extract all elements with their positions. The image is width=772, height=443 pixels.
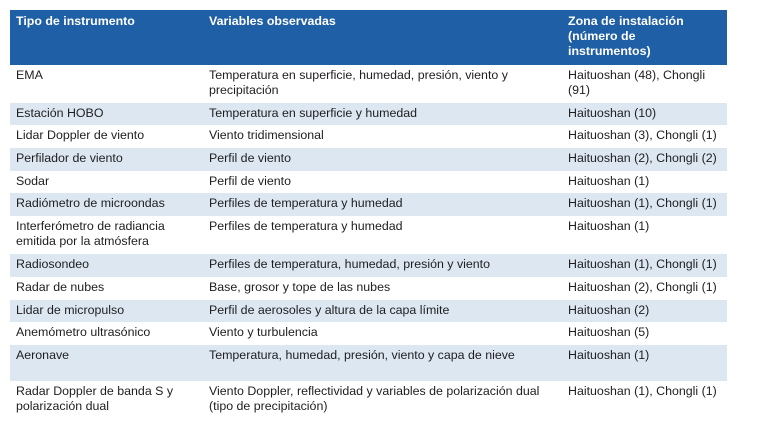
header-installation-zone: Zona de instalación (número de instrumentos) <box>562 10 727 65</box>
table-row <box>10 193 727 216</box>
header-row <box>10 10 727 65</box>
cell-instrument: EMA <box>10 65 203 103</box>
table-row <box>10 300 727 322</box>
table-row <box>10 345 727 381</box>
cell-variables: Viento tridimensional <box>203 125 562 148</box>
instrument-table <box>10 10 727 422</box>
cell-instrument: Lidar de micropulso <box>10 300 203 322</box>
table-row <box>10 277 727 300</box>
table-row <box>10 65 727 103</box>
table-row <box>10 171 727 193</box>
cell-zone: Haituoshan (48), Chongli (91) <box>562 65 727 103</box>
cell-variables: Perfiles de temperatura y humedad <box>203 193 562 216</box>
cell-variables: Temperatura en superficie y humedad <box>203 103 562 125</box>
cell-variables: Perfiles de temperatura, humedad, presión y viento <box>203 254 562 277</box>
cell-zone: Haituoshan (1), Chongli (1) <box>562 193 727 216</box>
cell-instrument: Radar de nubes <box>10 277 203 300</box>
table-row <box>10 254 727 277</box>
table-row <box>10 148 727 171</box>
cell-variables: Perfil de viento <box>203 171 562 193</box>
cell-zone: Haituoshan (1), Chongli (1) <box>562 381 727 422</box>
table-row <box>10 103 727 125</box>
header-instrument-type: Tipo de instrumento <box>10 10 203 65</box>
cell-instrument: Aeronave <box>10 345 203 381</box>
cell-variables: Perfiles de temperatura y humedad <box>203 216 562 254</box>
cell-variables: Viento Doppler, reflectividad y variables de polarización dual (tipo de precipitación) <box>203 381 562 422</box>
cell-zone: Haituoshan (1) <box>562 216 727 254</box>
cell-instrument: Radiosondeo <box>10 254 203 277</box>
header-observed-variables: Variables observadas <box>203 10 562 65</box>
table-row <box>10 125 727 148</box>
cell-instrument: Interferómetro de radiancia emitida por la atmósfera <box>10 216 203 254</box>
cell-zone: Haituoshan (1) <box>562 345 727 381</box>
cell-variables: Base, grosor y tope de las nubes <box>203 277 562 300</box>
cell-zone: Haituoshan (2), Chongli (2) <box>562 148 727 171</box>
table-row <box>10 216 727 254</box>
cell-zone: Haituoshan (1) <box>562 171 727 193</box>
table-header <box>10 10 727 65</box>
cell-instrument: Perfilador de viento <box>10 148 203 171</box>
cell-instrument: Estación HOBO <box>10 103 203 125</box>
cell-variables: Perfil de aerosoles y altura de la capa límite <box>203 300 562 322</box>
table-row <box>10 322 727 345</box>
cell-instrument: Radiómetro de microondas <box>10 193 203 216</box>
cell-instrument: Lidar Doppler de viento <box>10 125 203 148</box>
cell-variables: Viento y turbulencia <box>203 322 562 345</box>
cell-instrument: Anemómetro ultrasónico <box>10 322 203 345</box>
cell-zone: Haituoshan (2), Chongli (1) <box>562 277 727 300</box>
cell-zone: Haituoshan (10) <box>562 103 727 125</box>
cell-instrument: Radar Doppler de banda S y polarización dual <box>10 381 203 422</box>
table-row <box>10 381 727 422</box>
cell-variables: Temperatura en superficie, humedad, presión, viento y precipitación <box>203 65 562 103</box>
cell-zone: Haituoshan (5) <box>562 322 727 345</box>
cell-zone: Haituoshan (3), Chongli (1) <box>562 125 727 148</box>
cell-variables: Perfil de viento <box>203 148 562 171</box>
cell-variables: Temperatura, humedad, presión, viento y capa de nieve <box>203 345 562 381</box>
cell-zone: Haituoshan (2) <box>562 300 727 322</box>
cell-zone: Haituoshan (1), Chongli (1) <box>562 254 727 277</box>
table-body <box>10 65 727 422</box>
cell-instrument: Sodar <box>10 171 203 193</box>
